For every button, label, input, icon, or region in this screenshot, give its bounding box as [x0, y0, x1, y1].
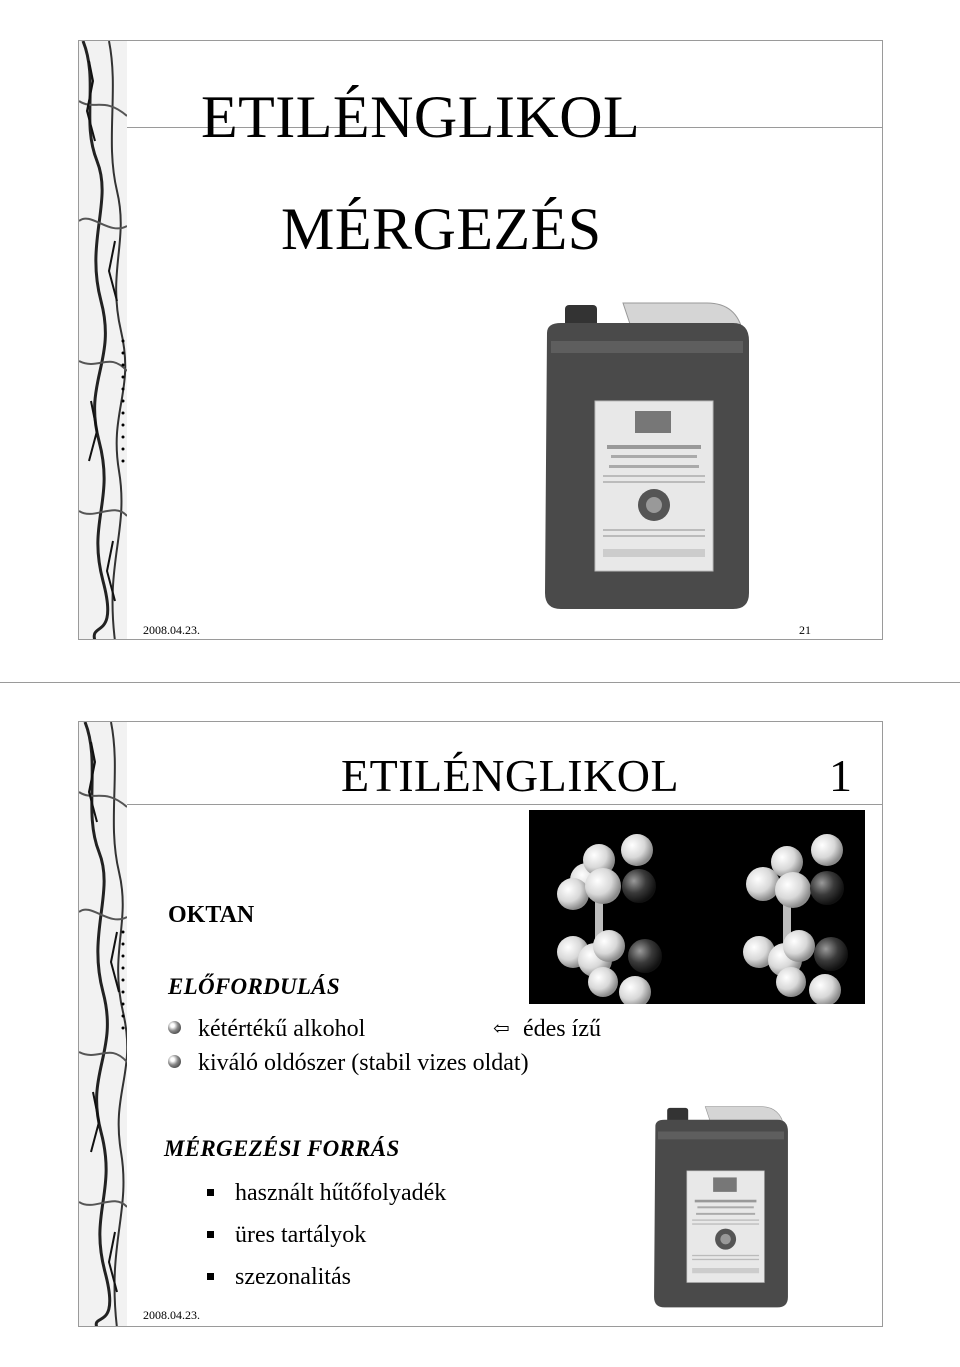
canister-image: [537, 293, 757, 613]
list-item-extra-text: édes ízű: [523, 1016, 601, 1042]
occurrence-list: [168, 1012, 688, 1080]
list-item-text: szezonalitás: [235, 1264, 351, 1290]
list-item: [168, 1012, 688, 1046]
sidebar-pattern-icon: [79, 41, 127, 640]
bullet-icon: [168, 1021, 181, 1034]
square-bullet-icon: [207, 1273, 214, 1280]
slide-title-number: 1: [829, 750, 853, 801]
slide-2: [78, 721, 883, 1327]
list-item-text: kétértékű alkohol: [198, 1016, 366, 1042]
decorative-sidebar: [79, 722, 127, 1326]
list-item-text: használt hűtőfolyadék: [235, 1180, 447, 1206]
page-separator: [0, 682, 960, 683]
arrow-left-icon: ⇦: [493, 1018, 510, 1040]
list-item-text: üres tartályok: [235, 1222, 367, 1248]
list-item: [207, 1214, 567, 1256]
list-item: [207, 1256, 567, 1298]
slide-date: 2008.04.23.: [143, 1308, 200, 1322]
list-item: [168, 1046, 688, 1080]
square-bullet-icon: [207, 1189, 214, 1196]
decorative-sidebar: [79, 41, 127, 639]
slide-title-line-2: MÉRGEZÉS: [281, 196, 602, 262]
occurrence-heading: ELŐFORDULÁS: [168, 974, 340, 999]
page-number: 21: [799, 623, 811, 637]
list-item: [207, 1172, 567, 1214]
sidebar-pattern-icon: [79, 722, 127, 1327]
molecule-model-image: [529, 810, 865, 1004]
list-item-text: kiváló oldószer (stabil vizes oldat): [198, 1050, 529, 1076]
slide-title: ETILÉNGLIKOL: [341, 750, 680, 801]
source-heading: MÉRGEZÉSI FORRÁS: [164, 1136, 400, 1161]
section-heading-oktan: OKTAN: [168, 902, 255, 928]
square-bullet-icon: [207, 1231, 214, 1238]
slide-1: [78, 40, 883, 640]
slide-title-line-1: ETILÉNGLIKOL: [201, 84, 641, 150]
bullet-icon: [168, 1055, 181, 1068]
source-list: [207, 1172, 567, 1298]
slide-date: 2008.04.23.: [143, 623, 200, 637]
title-rule: [127, 804, 883, 805]
canister-image: [647, 1100, 795, 1310]
